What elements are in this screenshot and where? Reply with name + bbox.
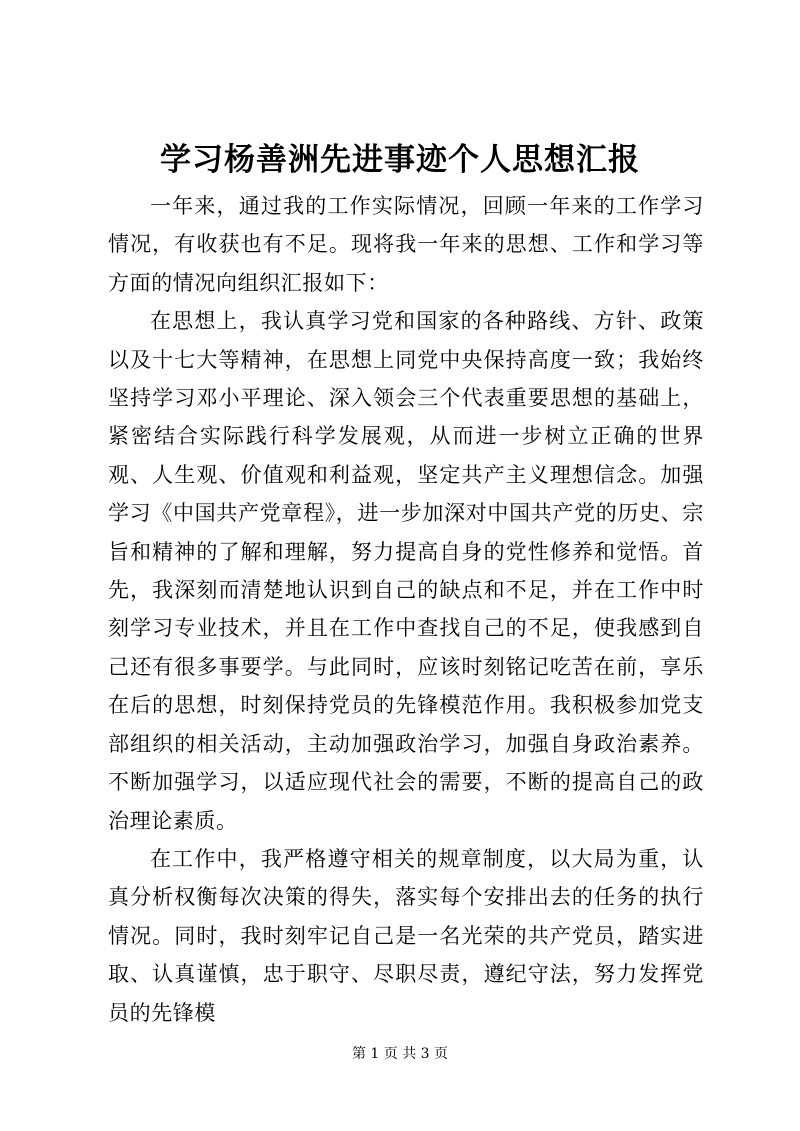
page-title: 学习杨善洲先进事迹个人思想汇报 — [160, 142, 640, 178]
paragraph-intro: 一年来，通过我的工作实际情况，回顾一年来的工作学习情况，有收获也有不足。现将我一年来的思想、工作和学习等方面的情况向组织汇报如下： — [108, 194, 704, 295]
paragraph-work: 在工作中，我严格遵守相关的规章制度，以大局为重，认真分析权衡每次决策的得失，落实每个安排出去的任务的执行情况。同时，我时刻牢记自己是一名光荣的共产党员，踏实进取、认真谨慎，忠于职守、尽职尽责，遵纪守法，努力发挥党员的先锋模 — [108, 846, 704, 1025]
page-number-footer: 第 1 页 共 3 页 — [351, 1046, 449, 1062]
document-body — [108, 187, 704, 1032]
paragraph-ideology: 在思想上，我认真学习党和国家的各种路线、方针、政策以及十七大等精神，在思想上同党中央保持高度一致；我始终坚持学习邓小平理论、深入领会三个代表重要思想的基础上，紧密结合实际践行科学发展观，从而进一步树立正确的世界观、人生观、价值观和利益观，坚定共产主义理想信念。加强学习《中国共产党章程》，进一步加深对中国共产党的历史、宗旨和精神的了解和理解，努力提高自身的党性修养和觉悟。首先，我深刻而清楚地认识到自己的缺点和不足，并在工作中时刻学习专业技术，并且在工作中查找自己的不足，使我感到自己还有很多事要学。与此同时，应该时刻铭记吃苦在前，享乐在后的思想，时刻保持党员的先锋模范作用。我积极参加党支部组织的相关活动，主动加强政治学习，加强自身政治素养。不断加强学习，以适应现代社会的需要，不断的提高自己的政治理论素质。 — [108, 309, 704, 833]
